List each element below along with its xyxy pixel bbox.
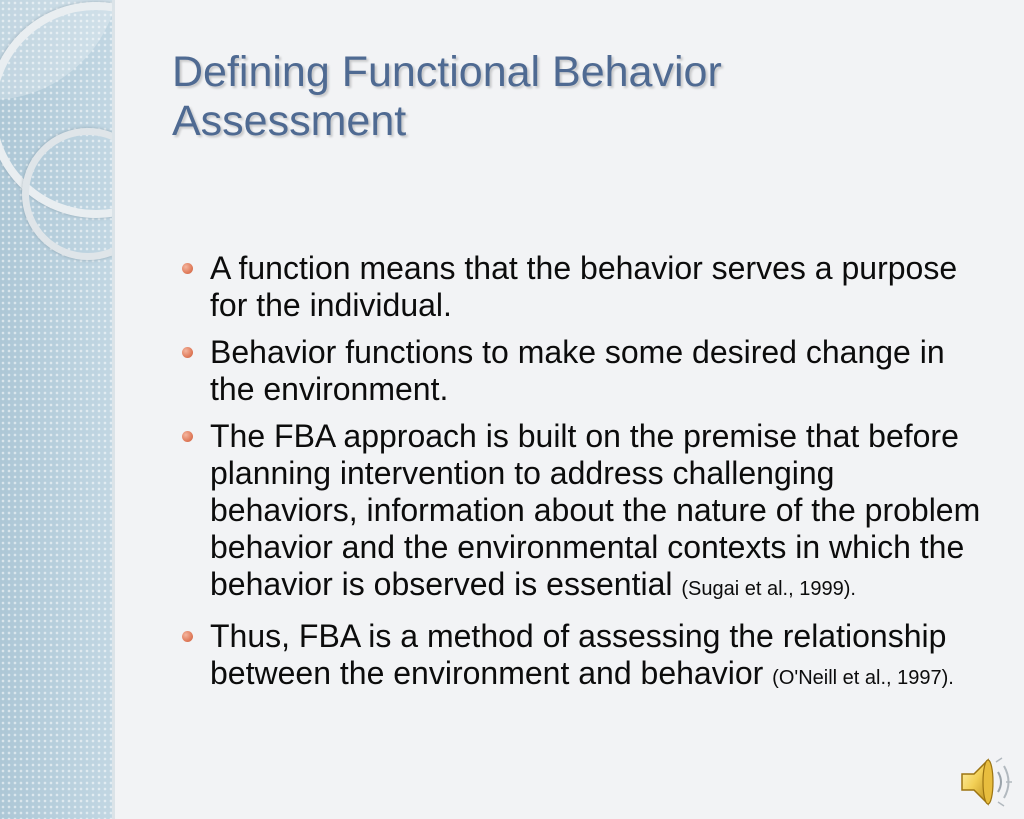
bullet-list xyxy=(180,250,990,707)
bullet-dot-icon xyxy=(182,631,193,642)
bullet-item xyxy=(180,334,990,408)
bullet-text: Thus, FBA is a method of assessing the relationship between the environment and behavior xyxy=(210,618,947,691)
bullet-text: The FBA approach is built on the premise that before planning intervention to address challenging behaviors, information about the nature of the problem behavior and the environmental contexts in which the behavior is observed is essential xyxy=(210,418,981,602)
speaker-icon[interactable] xyxy=(952,748,1016,812)
bullet-citation: (O'Neill et al., 1997). xyxy=(772,667,954,689)
slide-title: Defining Functional Behavior Assessment xyxy=(172,48,722,145)
bullet-citation: (Sugai et al., 1999). xyxy=(681,578,856,600)
bullet-item xyxy=(180,250,990,324)
decorative-side-band xyxy=(0,0,114,819)
bullet-text: Behavior functions to make some desired change in the environment. xyxy=(210,334,945,407)
bullet-dot-icon xyxy=(182,431,193,442)
bullet-item xyxy=(180,618,990,697)
bullet-dot-icon xyxy=(182,263,193,274)
side-band-edge xyxy=(112,0,115,819)
bullet-item xyxy=(180,418,990,608)
bullet-text: A function means that the behavior serves a purpose for the individual. xyxy=(210,250,958,323)
bullet-dot-icon xyxy=(182,347,193,358)
